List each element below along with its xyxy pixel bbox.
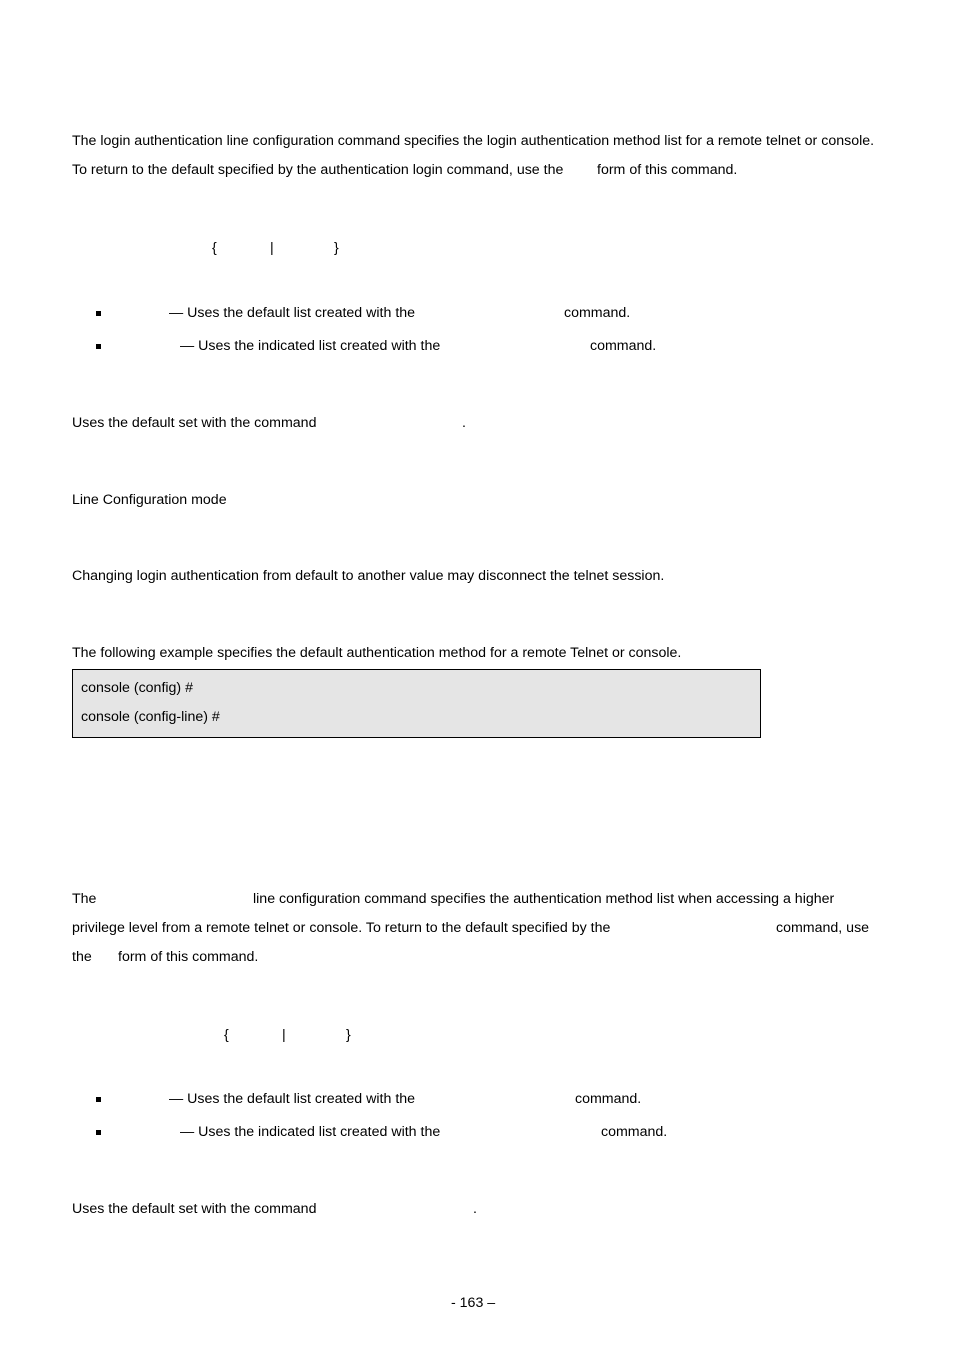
s2-description-line2-b: command, use [776, 920, 870, 936]
s2-param-list-tail: command. [601, 1124, 668, 1140]
s2-description-line3-a: the [72, 949, 92, 965]
s2-syntax-brace-close: } [346, 1027, 351, 1043]
s1-syntax-brace-open: { [212, 240, 217, 256]
s1-param-default-tail: command. [564, 305, 631, 321]
page-number: - 163 – [451, 1295, 496, 1311]
s1-example-intro: The following example specifies the default authentication method for a remote Telnet or console. [72, 645, 682, 661]
s1-user-guideline: Changing login authentication from default to another value may disconnect the telnet session. [72, 568, 665, 584]
s1-description-line1: The login authentication line configuration command specifies the login authentication method list for a remote telnet or console. [72, 133, 875, 149]
s2-description-line1-b: line configuration command specifies the authentication method list when accessing a higher [253, 891, 835, 907]
bullet-icon [96, 1097, 101, 1102]
s2-syntax-pipe: | [282, 1027, 286, 1043]
s1-syntax-brace-close: } [334, 240, 339, 256]
code-line: console (config) # [81, 680, 193, 696]
s2-default-text: Uses the default set with the command [72, 1201, 317, 1217]
code-example-box [72, 669, 761, 738]
s2-param-default-desc: — Uses the default list created with the [169, 1091, 416, 1107]
s1-description-line2-a: To return to the default specified by the authentication login command, use the [72, 162, 564, 178]
s2-param-list-desc: — Uses the indicated list created with the [180, 1124, 441, 1140]
s2-syntax-brace-open: { [224, 1027, 229, 1043]
s1-default-text: Uses the default set with the command [72, 415, 317, 431]
bullet-icon [96, 344, 101, 349]
bullet-icon [96, 311, 101, 316]
code-line: console (config-line) # [81, 709, 220, 725]
s1-syntax-pipe: | [270, 240, 274, 256]
s2-description-line1-a: The [72, 891, 97, 907]
s2-default-period: . [473, 1201, 477, 1217]
s2-description-line2-a: privilege level from a remote telnet or console. To return to the default specified by the [72, 920, 611, 936]
s1-command-mode: Line Configuration mode [72, 492, 227, 508]
bullet-icon [96, 1130, 101, 1135]
s1-param-list-desc: — Uses the indicated list created with the [180, 338, 441, 354]
s2-param-default-tail: command. [575, 1091, 642, 1107]
s1-param-list-tail: command. [590, 338, 657, 354]
s1-default-period: . [462, 415, 466, 431]
s1-description-line2-b: form of this command. [597, 162, 738, 178]
s2-description-line3-b: form of this command. [118, 949, 259, 965]
s1-param-default-desc: — Uses the default list created with the [169, 305, 416, 321]
